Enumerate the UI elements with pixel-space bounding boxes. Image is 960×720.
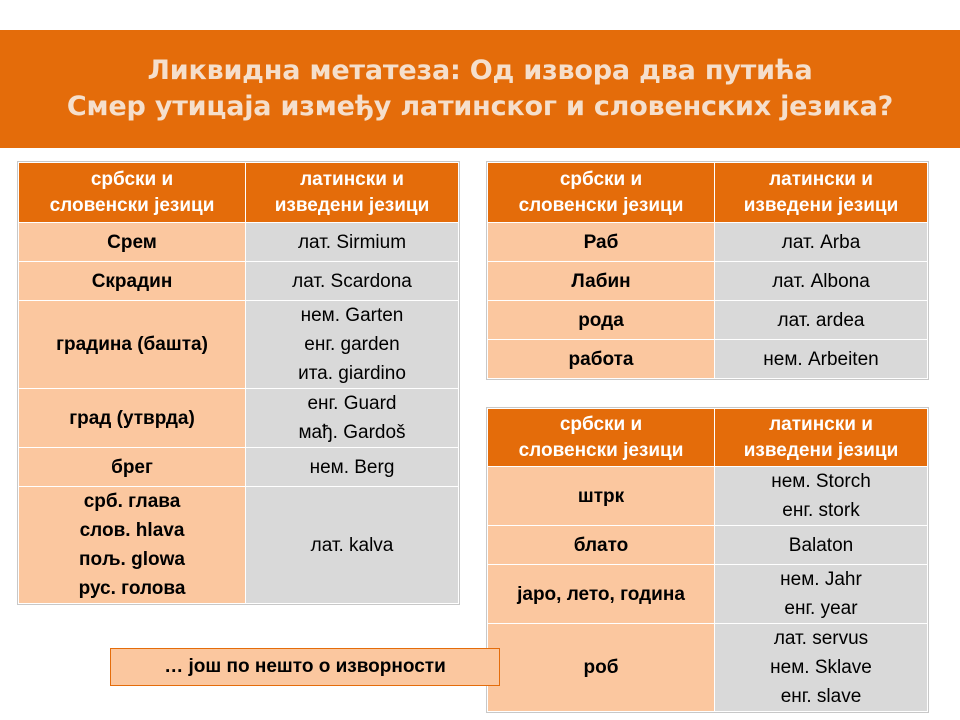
table-row [488,340,928,379]
slide-title-line-2: Смер утицаја између латинског и словенских језика? [66,91,894,122]
target-word: лат. kalva [246,487,459,604]
source-word: роб [488,624,715,712]
table-row [488,624,928,712]
table-header-row [488,409,928,467]
table-header-row [488,163,928,223]
header-slavic: србски и словенски језици [488,409,715,467]
header-latin: латински и изведени језици [715,409,928,467]
source-word: градина (башта) [19,301,246,389]
source-word: работа [488,340,715,379]
target-word: нем. Arbeiten [715,340,928,379]
source-word: брег [19,448,246,487]
source-word: Скрадин [19,262,246,301]
source-word: штрк [488,467,715,526]
table-row [488,526,928,565]
target-word: лат. Arba [715,223,928,262]
target-word: лат. servus нем. Sklave енг. slave [715,624,928,712]
table-right-top [487,162,928,379]
target-word: лат. Scardona [246,262,459,301]
table-row [488,223,928,262]
table-header-row [19,163,459,223]
header-slavic: србски и словенски језици [488,163,715,223]
target-word: нем. Jahr енг. year [715,565,928,624]
target-word: лат. Sirmium [246,223,459,262]
table-row [19,487,459,604]
table-row [488,262,928,301]
source-word: Раб [488,223,715,262]
table-left [18,162,459,604]
source-word: јаро, лето, година [488,565,715,624]
table-row [19,262,459,301]
source-word: Срем [19,223,246,262]
table-row [19,223,459,262]
target-word: нем. Berg [246,448,459,487]
title-banner [0,30,960,148]
header-latin: латински и изведени језици [246,163,459,223]
target-word: енг. Guard мађ. Gardoš [246,389,459,448]
table-row [488,301,928,340]
table-row [19,448,459,487]
table-row [19,389,459,448]
source-word: град (утврда) [19,389,246,448]
source-word: рода [488,301,715,340]
source-word: срб. глава слов. hlava пољ. glowa рус. голова [19,487,246,604]
header-slavic: србски и словенски језици [19,163,246,223]
table-row [488,565,928,624]
table-row [19,301,459,389]
target-word: лат. ardea [715,301,928,340]
table-right-bottom [487,408,928,712]
target-word: лат. Albona [715,262,928,301]
table-row [488,467,928,526]
source-word: блато [488,526,715,565]
source-word: Лабин [488,262,715,301]
slide-title-line-1: Ликвидна метатеза: Од извора два путића [147,55,813,86]
more-about-origin-link[interactable]: … још по нешто о изворности [110,648,500,686]
header-latin: латински и изведени језици [715,163,928,223]
target-word: Balaton [715,526,928,565]
target-word: нем. Garten енг. garden ита. giardino [246,301,459,389]
target-word: нем. Storch енг. stork [715,467,928,526]
